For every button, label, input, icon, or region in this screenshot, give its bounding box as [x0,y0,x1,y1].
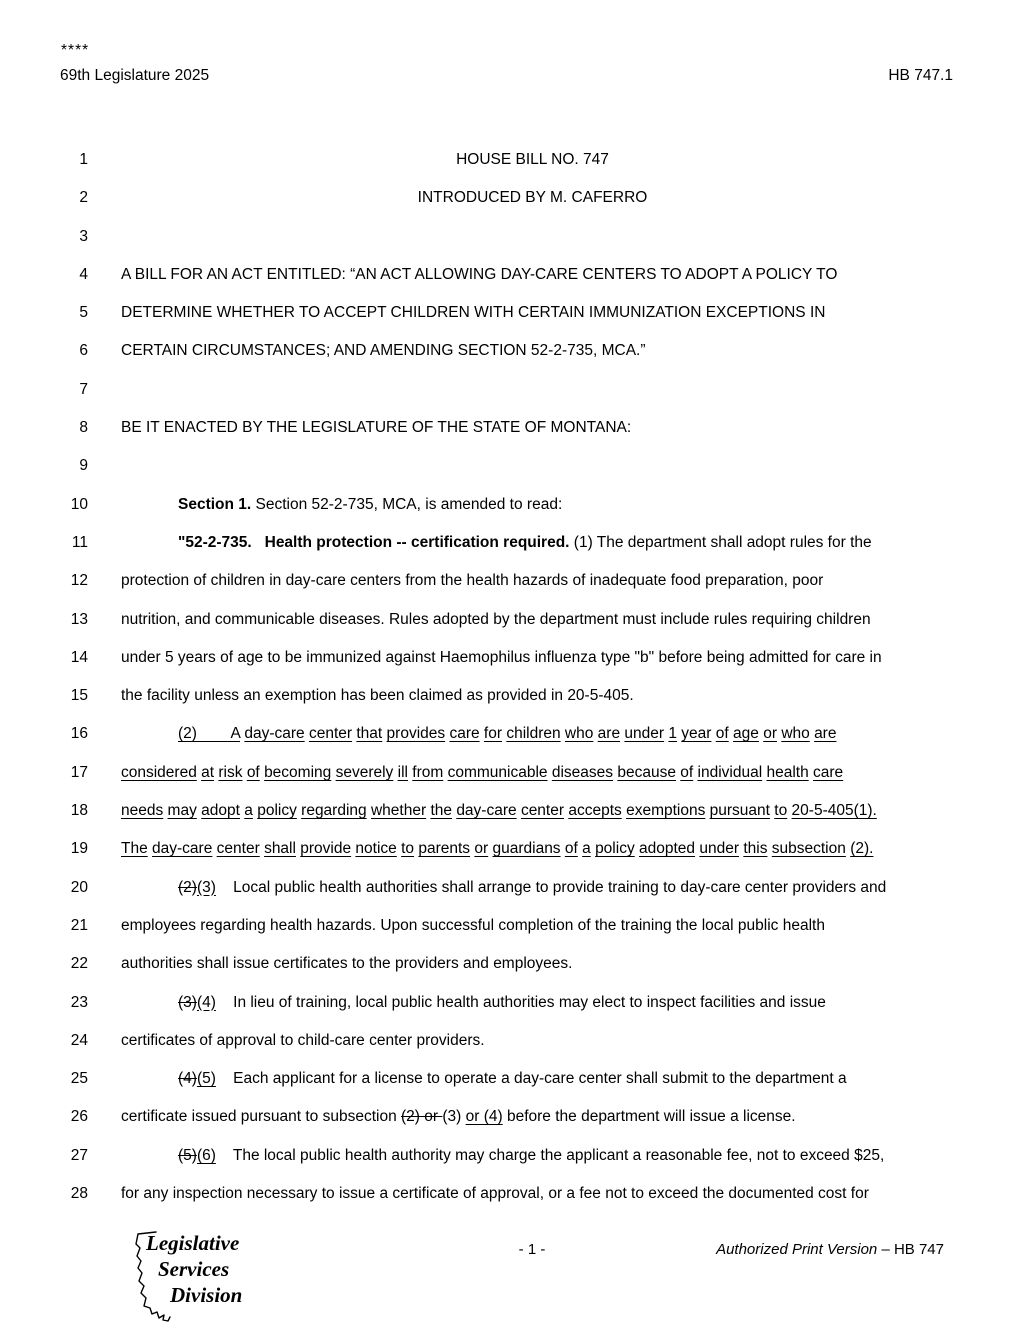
line-number: 13 [70,610,88,628]
line-number: 1 [79,151,88,168]
line-text: (5)(6) The local public health authority may charge the applicant a reasonable fee, not to exceed $25, [178,1146,885,1164]
document-line [0,639,1024,677]
line-number: 19 [70,840,88,858]
document-line [0,945,1024,983]
line-text: needs may adopt a policy regarding whether the day-care center accepts exemptions pursuant to 20-5-405(1). [121,802,877,820]
document-line [0,1060,1024,1098]
line-text: certificates of approval to child-care center providers. [121,1031,485,1049]
document-line [0,601,1024,639]
line-text: The day-care center shall provide notice to parents or guardians of a policy adopted under this subsection (2). [121,840,874,858]
line-number: 6 [79,342,88,360]
line-text: nutrition, and communicable diseases. Rules adopted by the department must include rules requiring children [121,610,871,628]
line-number: 11 [71,533,88,551]
authorized-print-version [716,1241,944,1258]
authorized-print-version-label: Authorized Print Version [716,1241,878,1258]
authorized-print-bill-number: – HB 747 [881,1241,944,1258]
line-text: considered at risk of becoming severely ill from communicable diseases because of individual health care [121,763,844,781]
document-line [0,562,1024,600]
line-text: CERTAIN CIRCUMSTANCES; AND AMENDING SECTION 52-2-735, MCA.” [121,342,646,360]
document-line [0,677,1024,715]
line-text: (3)(4) In lieu of training, local public health authorities may elect to inspect facilities and issue [178,993,826,1011]
line-text: (2)(3) Local public health authorities shall arrange to provide training to day-care center providers and [178,878,887,896]
document-line [0,715,1024,753]
line-text: employees regarding health hazards. Upon successful completion of the training the local public health [121,916,825,934]
line-number: 5 [79,304,88,322]
line-number: 2 [79,189,88,207]
logo-line-1: Legislative [146,1231,240,1255]
line-number: 4 [79,265,88,283]
page-number: - 1 - [518,1241,546,1258]
line-text: (4)(5) Each applicant for a license to operate a day-care center shall submit to the department a [178,1070,847,1088]
footer-logo-text [146,1230,242,1308]
document-line [0,907,1024,945]
line-text: "52-2-735. Health protection -- certification required. (1) The department shall adopt rules for the [178,533,872,551]
line-number: 24 [70,1031,88,1049]
document-line [0,486,1024,524]
document-line [0,524,1024,562]
header-legislature: 69th Legislature 2025 [60,67,210,84]
document-line [0,179,1024,217]
footer-logo [126,1228,326,1324]
document-line [0,294,1024,332]
document-line [0,371,1024,409]
line-number: 23 [70,993,88,1011]
line-number: 16 [70,725,88,743]
line-number: 10 [70,495,88,513]
line-number: 25 [70,1070,88,1088]
line-number: 7 [79,380,88,398]
line-text: BE IT ENACTED BY THE LEGISLATURE OF THE STATE OF MONTANA: [121,419,632,437]
line-text: under 5 years of age to be immunized against Haemophilus influenza type "b" before being admitted for care in [121,648,882,666]
line-text [121,371,944,409]
line-number: 9 [79,457,88,475]
document-line [0,256,1024,294]
document-line [0,984,1024,1022]
line-text [121,218,944,256]
line-number: 15 [70,687,88,705]
document-line [0,218,1024,256]
document-line [0,792,1024,830]
line-text: DETERMINE WHETHER TO ACCEPT CHILDREN WITH CERTAIN IMMUNIZATION EXCEPTIONS IN [121,304,826,322]
document-line [0,1098,1024,1136]
line-text: certificate issued pursuant to subsection (2) or (3) or (4) before the department will issue a license. [121,1108,796,1126]
line-number: 14 [70,648,88,666]
document-line [0,447,1024,485]
line-number: 12 [70,572,88,590]
line-text: (2) A day-care center that provides care for children who are under 1 year of age or who are [178,725,837,743]
document-line [0,1022,1024,1060]
header-stars: **** [61,42,90,59]
document-line [0,830,1024,868]
document-line [0,1137,1024,1175]
line-text: A BILL FOR AN ACT ENTITLED: “AN ACT ALLOWING DAY-CARE CENTERS TO ADOPT A POLICY TO [121,265,838,283]
line-number: 8 [79,419,88,437]
document-line [0,1175,1024,1213]
line-text: for any inspection necessary to issue a certificate of approval, or a fee not to exceed the documented cost for [121,1185,869,1203]
document-line [0,754,1024,792]
document-line [0,409,1024,447]
line-number: 28 [70,1185,88,1203]
line-text: protection of children in day-care centers from the health hazards of inadequate food preparation, poor [121,572,824,590]
line-text: INTRODUCED BY M. CAFERRO [417,189,648,207]
line-text: authorities shall issue certificates to the providers and employees. [121,955,573,973]
logo-line-2: Services [158,1257,230,1281]
line-number: 3 [79,227,88,245]
document-line [0,869,1024,907]
line-text: HOUSE BILL NO. 747 [456,151,609,168]
line-text: Section 1. Section 52-2-735, MCA, is amended to read: [178,495,563,513]
line-number: 17 [70,763,88,781]
document-body [0,141,1024,1213]
document-line [0,332,1024,370]
line-number: 18 [70,802,88,820]
line-number: 22 [70,955,88,973]
header-bill-ref: HB 747.1 [888,67,953,84]
line-text: the facility unless an exemption has been claimed as provided in 20-5-405. [121,687,634,705]
line-number: 27 [70,1146,88,1164]
line-text [121,447,944,485]
document-line [0,141,1024,179]
logo-line-3: Division [170,1283,243,1307]
line-number: 26 [70,1108,88,1126]
line-number: 20 [70,878,88,896]
line-number: 21 [70,916,88,934]
